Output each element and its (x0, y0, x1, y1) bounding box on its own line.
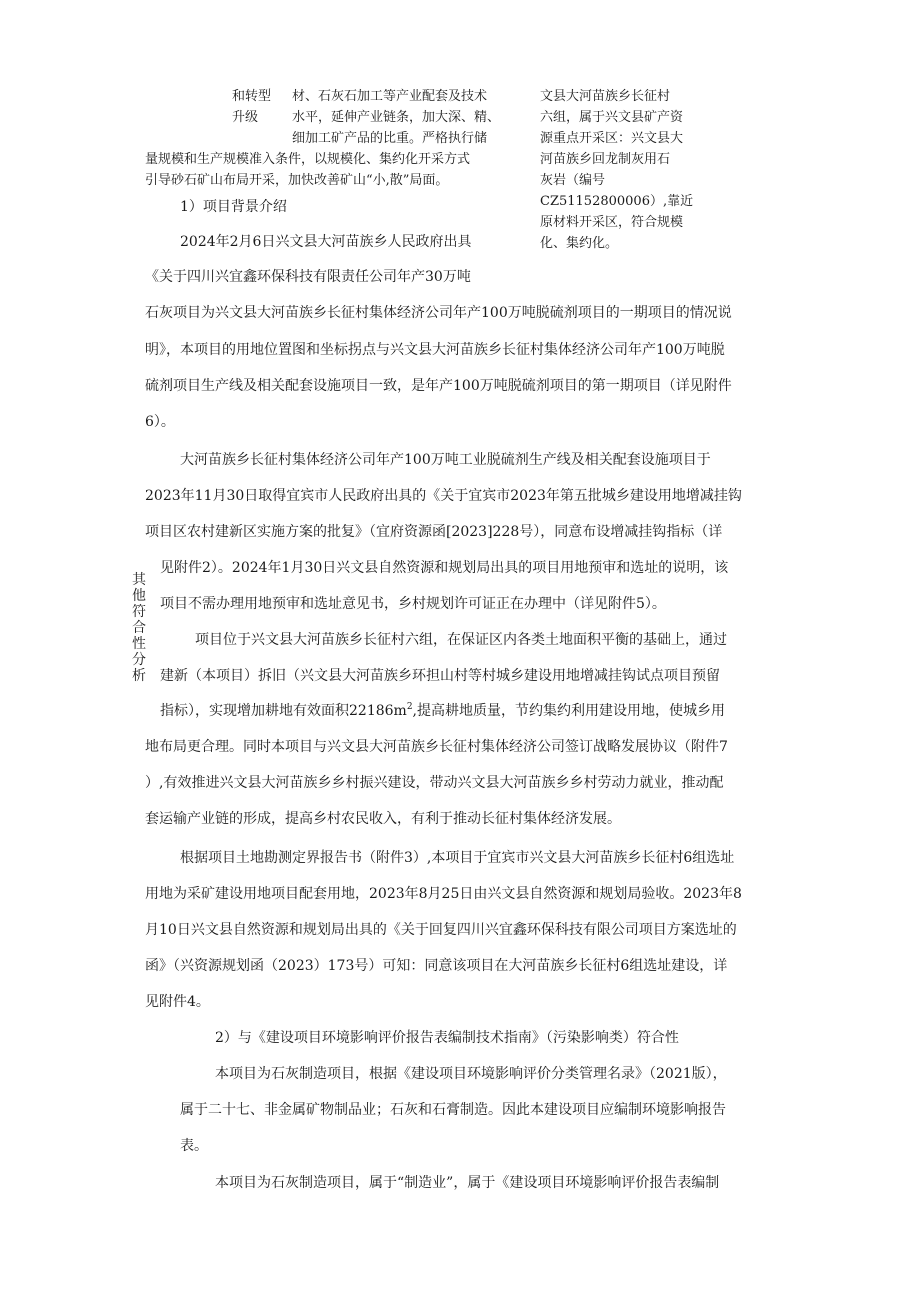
paragraph-line: 地布局更合理。同时本项目与兴文县大河苗族乡长征村集体经济公司签订战略发展协议（附件7 (145, 739, 728, 755)
paragraph-line: 见附件2）。2024年1月30日兴文县自然资源和规划局出具的项目用地预审和选址的说明，该 (160, 560, 729, 576)
paragraph-line: 本项目为石灰制造项目，根据《建设项目环境影响评价分类管理名录》（2021版）， (215, 1066, 727, 1082)
line-text: ,提高耕地质量，节约集约利用建设用地，使城乡用 (412, 703, 725, 719)
line-text: 指标），实现增加耕地有效面积22186m (160, 703, 407, 719)
paragraph-line: 月10日兴文县自然资源和规划局出具的《关于回复四川兴宜鑫环保科技有限公司项目方案选址的 (145, 922, 737, 938)
plan-text-line: 量规模和生产规模准入条件，以规模化、集约化开采方式 (145, 152, 471, 167)
row-label-line: 和转型 (232, 89, 272, 104)
section-heading: 1）项目背景介绍 (180, 199, 287, 215)
paragraph-line: 用地为采矿建设用地项目配套用地，2023年8月25日由兴文县自然资源和规划局验收。2023年8 (145, 886, 742, 902)
compliance-text-line: 源重点开采区：兴文县大 (540, 131, 684, 146)
paragraph-line: 本项目为石灰制造项目，属于“制造业”，属于《建设项目环境影响评价报告表编制 (215, 1175, 720, 1191)
compliance-text-line: CZ51152800006）,靠近 (540, 194, 694, 209)
paragraph-line: 属于二十七、非金属矿物制品业；石灰和石膏制造。因此本建设项目应编制环境影响报告 (180, 1102, 726, 1118)
paragraph-line: 建新（本项目）拆旧（兴文县大河苗族乡环担山村等村城乡建设用地增减挂钩试点项目预留 (160, 668, 720, 684)
paragraph-line: 硫剂项目生产线及相关配套设施项目一致，是年产100万吨脱硫剂项目的第一期项目（详见附件 (145, 378, 732, 394)
compliance-text-line: 六组，属于兴文县矿产资 (540, 110, 684, 125)
paragraph-line: 2024年2月6日兴文县大河苗族乡人民政府出具 (180, 234, 472, 250)
row-label-line: 升级 (232, 110, 259, 125)
paragraph-line: 套运输产业链的形成，提高乡村农民收入，有利于推动长征村集体经济发展。 (145, 811, 621, 827)
paragraph-line: 石灰项目为兴文县大河苗族乡长征村集体经济公司年产100万吨脱硫剂项目的一期项目的情况说 (145, 305, 732, 321)
paragraph-line: 见附件4。 (145, 994, 210, 1010)
plan-text-line: 细加工矿产品的比重。严格执行储 (292, 131, 488, 146)
compliance-text-line: 文县大河苗族乡长征村 (540, 89, 671, 104)
paragraph-line: 项目位于兴文县大河苗族乡长征村六组，在保证区内各类土地面积平衡的基础上，通过 (195, 632, 727, 648)
plan-text-line: 水平，延伸产业链条，加大深、精、 (292, 110, 501, 125)
paragraph-line: 2023年11月30日取得宜宾市人民政府出具的《关于宜宾市2023年第五批城乡建设用地增减挂钩 (145, 488, 742, 504)
compliance-text-line: 化、集约化。 (540, 236, 619, 251)
paragraph-line: 大河苗族乡长征村集体经济公司年产100万吨工业脱硫剂生产线及相关配套设施项目于 (180, 452, 711, 468)
paragraph-line (160, 700, 725, 720)
section-heading: 2）与《建设项目环境影响评价报告表编制技术指南》（污染影响类）符合性 (215, 1030, 679, 1046)
superscript: 2 (406, 702, 413, 712)
compliance-text-line: 河苗族乡回龙制灰用石 (540, 152, 671, 167)
plan-text-line: 引导砂石矿山布局开采，加快改善矿山“小,散”局面。 (145, 173, 449, 188)
compliance-text-line: 灰岩（编号 (540, 173, 606, 188)
paragraph-line: 6）。 (145, 414, 175, 430)
paragraph-line: 明》，本项目的用地位置图和坐标拐点与兴文县大河苗族乡长征村集体经济公司年产100万吨脱 (145, 342, 725, 358)
paragraph-line: 根据项目土地勘测定界报告书（附件3）,本项目于宜宾市兴文县大河苗族乡长征村6组选址 (180, 850, 735, 866)
paragraph-line: ）,有效推进兴文县大河苗族乡乡村振兴建设，带动兴文县大河苗族乡乡村劳动力就业，推动配 (145, 775, 724, 791)
plan-text-line: 材、石灰石加工等产业配套及技术 (292, 89, 488, 104)
side-label: 其他符合性分析 (132, 572, 146, 684)
paragraph-line: 项目不需办理用地预审和选址意见书，乡村规划许可证正在办理中（详见附件5）。 (160, 596, 666, 612)
paragraph-line: 《关于四川兴宜鑫环保科技有限责任公司年产30万吨 (145, 269, 471, 285)
paragraph-line: 项目区农村建新区实施方案的批复》（宜府资源函[2023]228号），同意布设增减挂钩指标（详 (145, 524, 723, 540)
paragraph-line: 表。 (180, 1138, 208, 1154)
paragraph-line: 函》（兴资源规划函（2023）173号）可知：同意该项目在大河苗族乡长征村6组选址建设，详 (145, 958, 728, 974)
compliance-text-line: 原材料开采区，符合规模 (540, 215, 684, 230)
